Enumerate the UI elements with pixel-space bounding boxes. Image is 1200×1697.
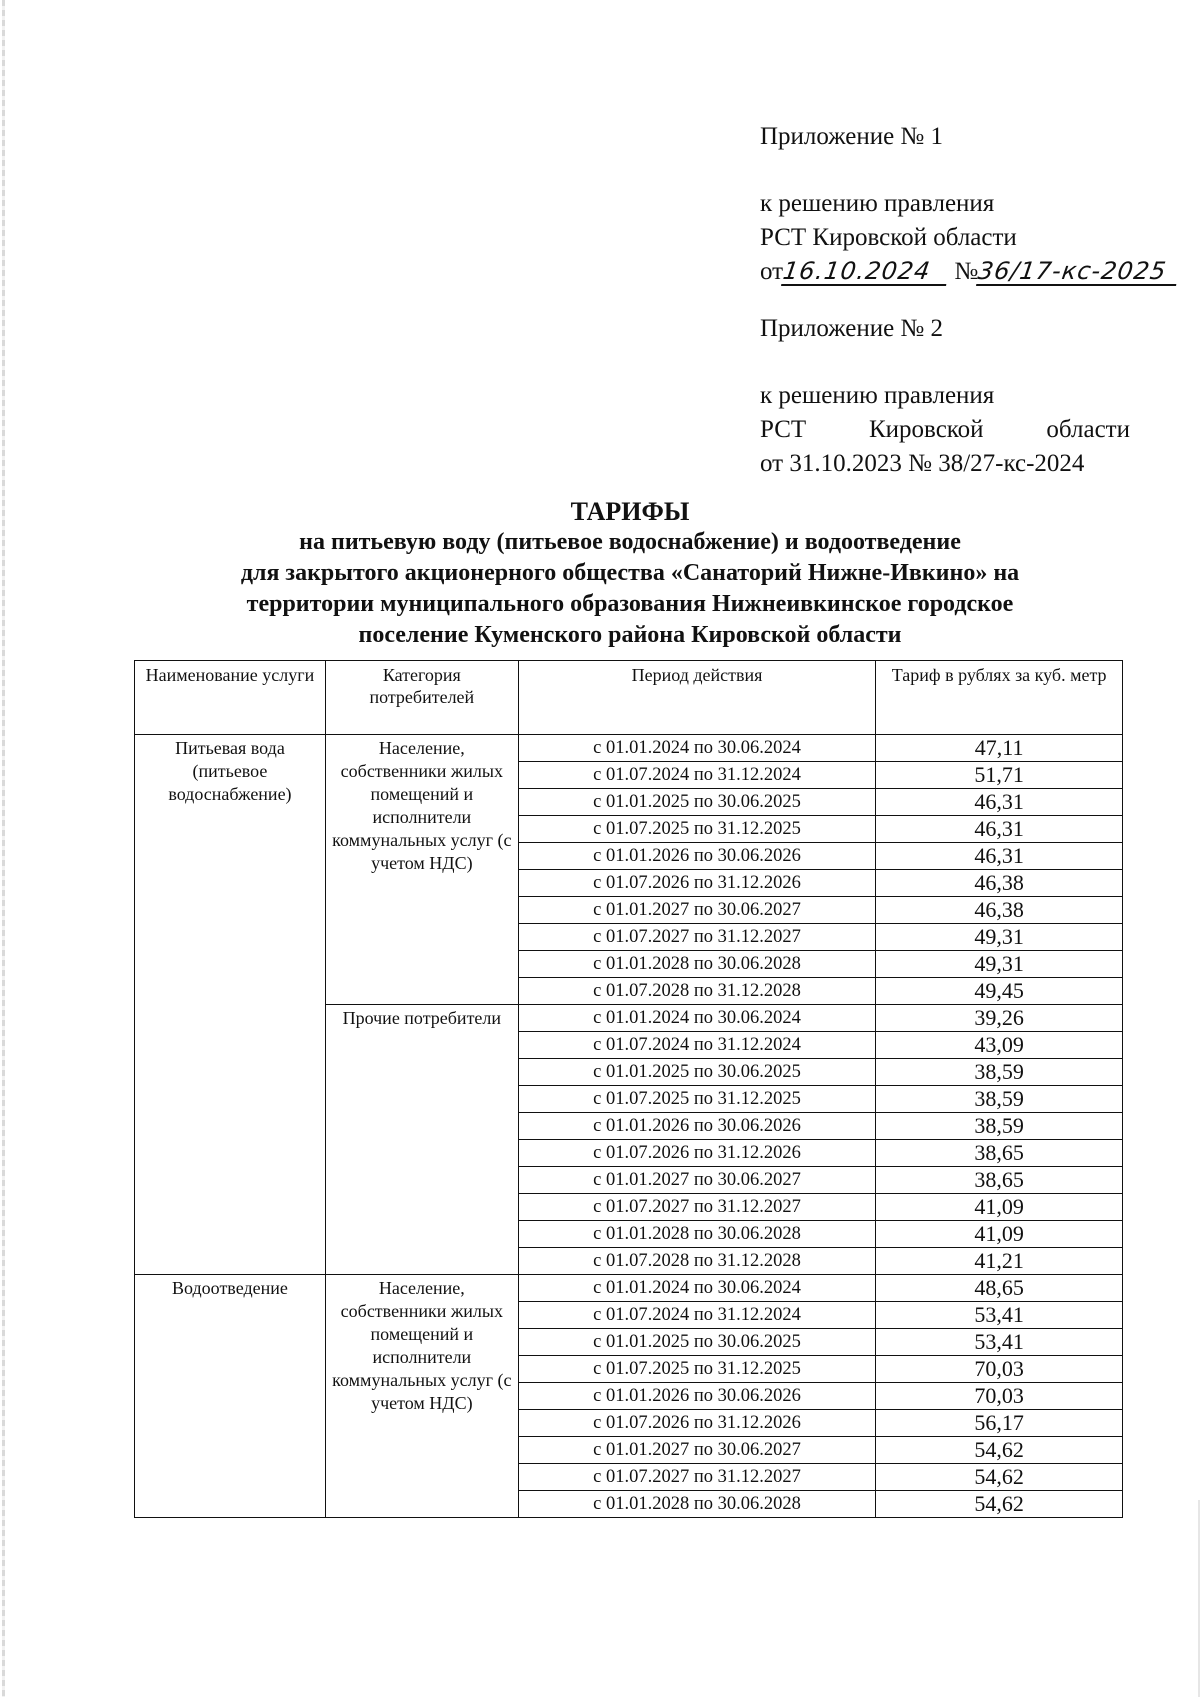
appendix-1-line-1: к решению правления [760, 190, 995, 217]
handwritten-date: 16.10.2024 [781, 258, 950, 286]
period-cell: с 01.01.2027 по 30.06.2027 [518, 1437, 876, 1464]
appendix-2-title: Приложение № 2 [760, 315, 944, 342]
header-category: Категория потребителей [325, 661, 518, 735]
appendix-2-block [760, 312, 1130, 481]
tariff-value-cell: 49,31 [876, 951, 1123, 978]
tariff-value-cell: 46,38 [876, 870, 1123, 897]
date-prefix: от [760, 258, 784, 285]
tariff-value-cell: 51,71 [876, 762, 1123, 789]
service-name-cell: Питьевая вода (питьевое водоснабжение) [135, 735, 326, 1275]
heading-line-4: поселение Куменского района Кировской области [358, 622, 902, 648]
tariff-value-cell: 49,45 [876, 978, 1123, 1005]
number-prefix: № [954, 258, 979, 285]
table-header-row [135, 661, 1123, 735]
period-cell: с 01.01.2024 по 30.06.2024 [518, 1005, 876, 1032]
period-cell: с 01.07.2024 по 31.12.2024 [518, 762, 876, 789]
period-cell: с 01.07.2026 по 31.12.2026 [518, 1410, 876, 1437]
period-cell: с 01.01.2024 по 30.06.2024 [518, 1275, 876, 1302]
appendix-1-title: Приложение № 1 [760, 123, 944, 150]
tariff-value-cell: 53,41 [876, 1329, 1123, 1356]
heading-line-1: на питьевую воду (питьевое водоснабжение) и водоотведение [299, 529, 961, 555]
header-period: Период действия [518, 661, 876, 735]
service-name-cell: Водоотведение [135, 1275, 326, 1518]
period-cell: с 01.01.2028 по 30.06.2028 [518, 1491, 876, 1518]
document-title: ТАРИФЫ [570, 497, 690, 526]
handwritten-number: 36/17-кс-2025 [976, 258, 1180, 286]
period-cell: с 01.07.2026 по 31.12.2026 [518, 1140, 876, 1167]
period-cell: с 01.01.2024 по 30.06.2024 [518, 735, 876, 762]
tariff-value-cell: 56,17 [876, 1410, 1123, 1437]
period-cell: с 01.01.2026 по 30.06.2026 [518, 843, 876, 870]
appendix-1-date-line [760, 255, 1169, 289]
tariff-value-cell: 38,65 [876, 1167, 1123, 1194]
period-cell: с 01.07.2028 по 31.12.2028 [518, 978, 876, 1005]
appendix-2-line-2 [760, 413, 1130, 447]
document-heading [130, 496, 1130, 651]
period-cell: с 01.07.2027 по 31.12.2027 [518, 1464, 876, 1491]
tariff-value-cell: 70,03 [876, 1356, 1123, 1383]
tariff-value-cell: 41,21 [876, 1248, 1123, 1275]
tariff-value-cell: 46,31 [876, 816, 1123, 843]
tariff-value-cell: 70,03 [876, 1383, 1123, 1410]
period-cell: с 01.07.2027 по 31.12.2027 [518, 1194, 876, 1221]
heading-line-3: территории муниципального образования Нижнеивкинское городское [246, 591, 1014, 617]
heading-line-2: для закрытого акционерного общества «Санаторий Нижне-Ивкино» на [240, 560, 1020, 586]
period-cell: с 01.07.2028 по 31.12.2028 [518, 1248, 876, 1275]
appendix-2-line-1: к решению правления [760, 382, 995, 409]
consumer-category-cell: Население, собственники жилых помещений и исполнители коммунальных услуг (с учетом НДС) [325, 735, 518, 1005]
period-cell: с 01.07.2027 по 31.12.2027 [518, 924, 876, 951]
table-body [135, 735, 1123, 1518]
tariff-value-cell: 41,09 [876, 1221, 1123, 1248]
tariff-value-cell: 48,65 [876, 1275, 1123, 1302]
tariff-value-cell: 38,59 [876, 1113, 1123, 1140]
header-tariff: Тариф в рублях за куб. метр [876, 661, 1123, 735]
tariff-value-cell: 53,41 [876, 1302, 1123, 1329]
tariff-value-cell: 38,59 [876, 1059, 1123, 1086]
consumer-category-cell: Население, собственники жилых помещений и исполнители коммунальных услуг (с учетом НДС) [325, 1275, 518, 1518]
period-cell: с 01.01.2026 по 30.06.2026 [518, 1113, 876, 1140]
period-cell: с 01.07.2026 по 31.12.2026 [518, 870, 876, 897]
tariffs-table [134, 660, 1123, 1518]
scan-edge-artifact [2, 0, 5, 1697]
period-cell: с 01.07.2024 по 31.12.2024 [518, 1032, 876, 1059]
tariff-value-cell: 46,31 [876, 843, 1123, 870]
tariff-value-cell: 46,31 [876, 789, 1123, 816]
tariff-value-cell: 46,38 [876, 897, 1123, 924]
tariff-value-cell: 54,62 [876, 1437, 1123, 1464]
tariff-value-cell: 54,62 [876, 1464, 1123, 1491]
period-cell: с 01.07.2025 по 31.12.2025 [518, 1356, 876, 1383]
tariff-value-cell: 47,11 [876, 735, 1123, 762]
period-cell: с 01.07.2024 по 31.12.2024 [518, 1302, 876, 1329]
appendix-2-word-2: Кировской [869, 416, 984, 443]
period-cell: с 01.01.2025 по 30.06.2025 [518, 789, 876, 816]
table-row [135, 735, 1123, 762]
period-cell: с 01.07.2025 по 31.12.2025 [518, 816, 876, 843]
appendix-2-line-3: от 31.10.2023 № 38/27-кс-2024 [760, 450, 1085, 477]
appendix-2-word-3: области [1046, 416, 1130, 443]
appendix-1-line-2: РСТ Кировской области [760, 224, 1017, 251]
period-cell: с 01.07.2025 по 31.12.2025 [518, 1086, 876, 1113]
period-cell: с 01.01.2027 по 30.06.2027 [518, 897, 876, 924]
appendix-2-word-1: РСТ [760, 416, 807, 443]
table-row [135, 1275, 1123, 1302]
period-cell: с 01.01.2025 по 30.06.2025 [518, 1329, 876, 1356]
tariff-value-cell: 43,09 [876, 1032, 1123, 1059]
period-cell: с 01.01.2028 по 30.06.2028 [518, 1221, 876, 1248]
tariff-value-cell: 41,09 [876, 1194, 1123, 1221]
tariff-value-cell: 38,59 [876, 1086, 1123, 1113]
tariff-value-cell: 38,65 [876, 1140, 1123, 1167]
period-cell: с 01.01.2025 по 30.06.2025 [518, 1059, 876, 1086]
header-service: Наименование услуги [135, 661, 326, 735]
tariff-value-cell: 39,26 [876, 1005, 1123, 1032]
tariff-value-cell: 49,31 [876, 924, 1123, 951]
appendix-1-block [760, 120, 1169, 289]
tariff-value-cell: 54,62 [876, 1491, 1123, 1518]
period-cell: с 01.01.2027 по 30.06.2027 [518, 1167, 876, 1194]
period-cell: с 01.01.2026 по 30.06.2026 [518, 1383, 876, 1410]
period-cell: с 01.01.2028 по 30.06.2028 [518, 951, 876, 978]
consumer-category-cell: Прочие потребители [325, 1005, 518, 1275]
